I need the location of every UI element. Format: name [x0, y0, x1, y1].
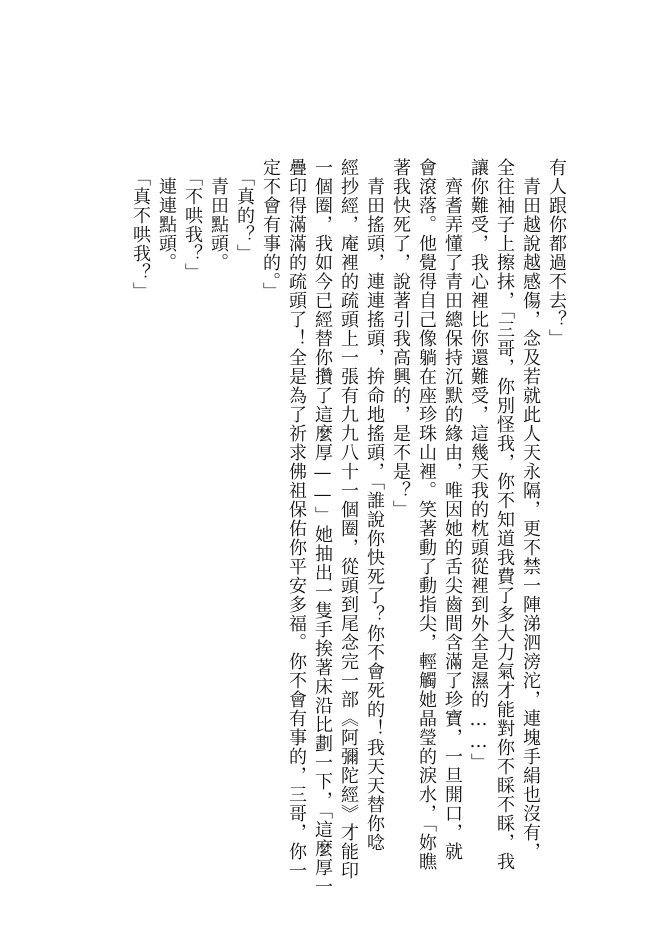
text-column: 有人跟你都過不去？」: [546, 158, 567, 348]
text-column: 全往袖子上擦抹，「三哥，你別怪我，你不知道我費了多大力氣才能對你不睬不睬，我: [494, 158, 515, 871]
text-column: 青田搖頭，連連搖頭，拚命地搖頭，「誰說你快死了？你不會死的！我天天替你唸: [364, 158, 385, 852]
text-column: 「不哄我？」: [182, 158, 203, 282]
text-column: 讓你難受，我心裡比你還難受，這幾天我的枕頭從裡到外全是濕的……」: [468, 158, 489, 772]
text-column: 經抄經，庵裡的疏頭上一張有九九八十一個圈，從頭到尾念完一部《阿彌陀經》才能印: [338, 158, 359, 880]
text-column: 定不會有事的。」: [260, 158, 281, 301]
text-column: 連連點頭。: [156, 158, 177, 272]
text-column: 著我快死了，說著引我高興的，是不是？」: [390, 158, 411, 519]
text-column: 會滾落。他覺得自己像躺在座珍珠山裡。笑著動了動指尖，輕觸她晶瑩的淚水，「妳瞧: [416, 158, 437, 871]
text-column: 「真的？」: [234, 158, 255, 263]
text-column: 青田點頭。: [208, 158, 229, 272]
text-column: 疊印得滿滿的疏頭了！全是為了祈求佛祖保佑你平安多福。你不會有事的，三哥，你一: [286, 158, 307, 880]
text-column: 青田越說越感傷，念及若就此人天永隔，更不禁一陣涕泗滂沱，連塊手絹也沒有，: [520, 158, 541, 861]
text-column: 齊耆弄懂了青田總保持沉默的緣由，唯因她的舌尖齒間含滿了珍寶，一旦開口，就: [442, 158, 463, 861]
text-column: 一個圈，我如今已經替你攢了這麼厚——」她抽出一隻手挨著床沿比劃一下，「這麼厚一: [312, 158, 333, 896]
vertical-text-body: [127, 158, 569, 896]
text-column: 「真不哄我？」: [130, 158, 151, 301]
